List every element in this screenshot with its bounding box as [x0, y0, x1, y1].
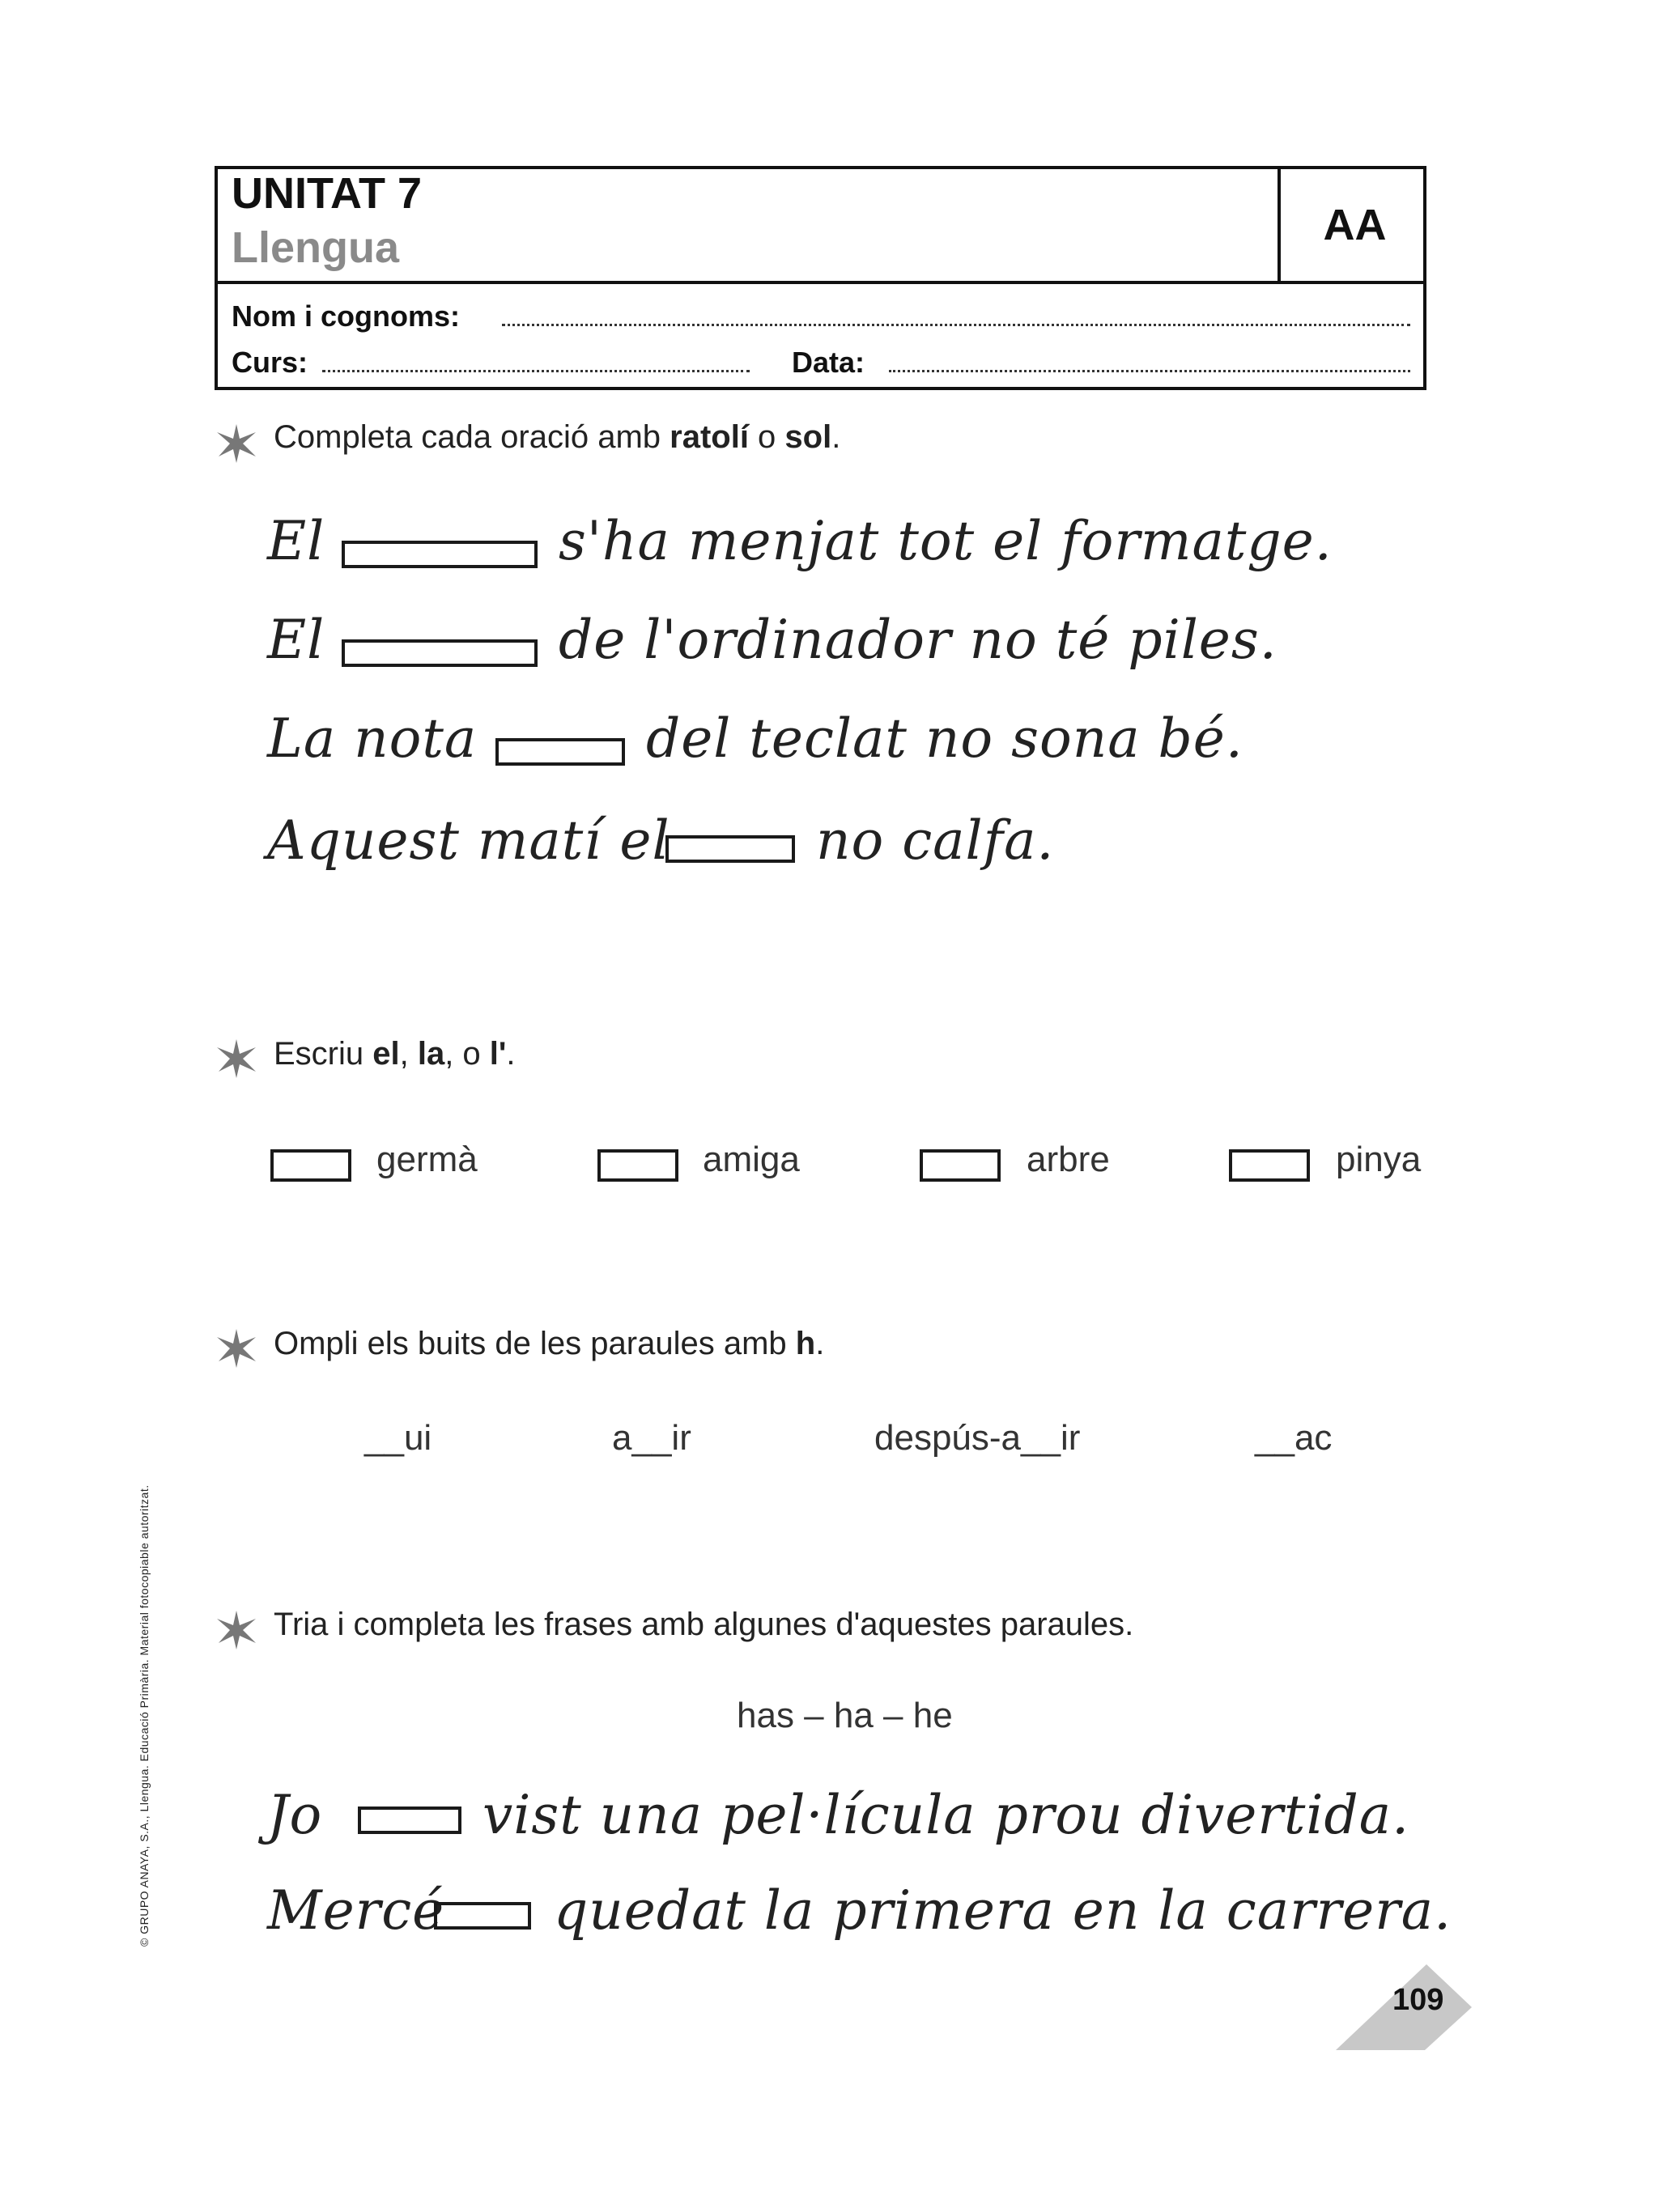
ex2-word-3: arbre	[1027, 1140, 1110, 1179]
ex2-word-2: amiga	[703, 1140, 800, 1179]
ex1-line1-start: El	[267, 510, 325, 572]
course-label: Curs:	[232, 346, 308, 379]
page-number: 109	[1392, 1983, 1444, 2017]
date-label: Data:	[792, 346, 865, 379]
unit-subject: Llengua	[232, 223, 400, 272]
star-icon	[215, 1327, 257, 1369]
ex2-blank-4[interactable]	[1229, 1149, 1310, 1182]
ex2-blank-2[interactable]	[597, 1149, 678, 1182]
ex1-line3-end: del teclat no sona bé.	[646, 707, 1244, 770]
ex1-line4-start: Aquest matí el	[267, 809, 670, 872]
ex1-blank-2[interactable]	[342, 639, 538, 667]
ex1-line1-end: s'ha menjat tot el formatge.	[559, 510, 1333, 572]
ex1-line2-end: de l'ordinador no té piles.	[559, 609, 1278, 671]
ex4-line1-start: Jo	[267, 1784, 323, 1846]
ex4-line2-end: quedat la primera en la carrera.	[554, 1879, 1452, 1942]
ex2-word-4: pinya	[1336, 1140, 1422, 1179]
course-field[interactable]	[322, 370, 750, 372]
ex4-blank-1[interactable]	[358, 1807, 461, 1834]
unit-title: UNITAT 7	[232, 169, 422, 218]
ex2-blank-1[interactable]	[270, 1149, 351, 1182]
ex4-word-options: has – ha – he	[737, 1696, 953, 1735]
ex4-line2-start: Mercé	[267, 1879, 445, 1942]
star-icon	[215, 1038, 257, 1080]
star-icon	[215, 1609, 257, 1651]
ex1-blank-3[interactable]	[495, 738, 625, 766]
ex3-word-3[interactable]: despús-a__ir	[874, 1418, 1081, 1458]
date-field[interactable]	[889, 370, 1410, 372]
ex1-blank-4[interactable]	[665, 835, 795, 863]
ex2-word-1: germà	[376, 1140, 478, 1179]
ex3-word-1[interactable]: __ui	[364, 1418, 432, 1458]
level-badge: AA	[1323, 201, 1387, 249]
star-icon	[215, 422, 257, 465]
ex1-blank-1[interactable]	[342, 541, 538, 568]
exercise3-instruction: Ompli els buits de les paraules amb h.	[274, 1326, 825, 1361]
name-label: Nom i cognoms:	[232, 299, 461, 333]
exercise1-instruction: Completa cada oració amb ratolí o sol.	[274, 419, 841, 455]
exercise2-instruction: Escriu el, la, o l'.	[274, 1036, 516, 1072]
exercise4-instruction: Tria i completa les frases amb algunes d'aquestes paraules.	[274, 1607, 1134, 1642]
ex4-line1-end: vist una pel·lícula prou divertida.	[483, 1784, 1410, 1846]
copyright-notice: © GRUPO ANAYA, S.A., Llengua. Educació Primària. Material fotocopiable autoritzat.	[138, 1484, 151, 1947]
header-divider	[215, 281, 1426, 284]
ex4-blank-2[interactable]	[434, 1902, 531, 1930]
header-vertical-divider	[1278, 166, 1281, 284]
ex1-line3-start: La nota	[267, 707, 478, 770]
name-field[interactable]	[502, 324, 1410, 326]
ex3-word-2[interactable]: a__ir	[612, 1418, 691, 1458]
ex2-blank-3[interactable]	[920, 1149, 1001, 1182]
ex1-line4-end: no calfa.	[816, 809, 1055, 872]
ex3-word-4[interactable]: __ac	[1255, 1418, 1333, 1458]
ex1-line2-start: El	[267, 609, 325, 671]
